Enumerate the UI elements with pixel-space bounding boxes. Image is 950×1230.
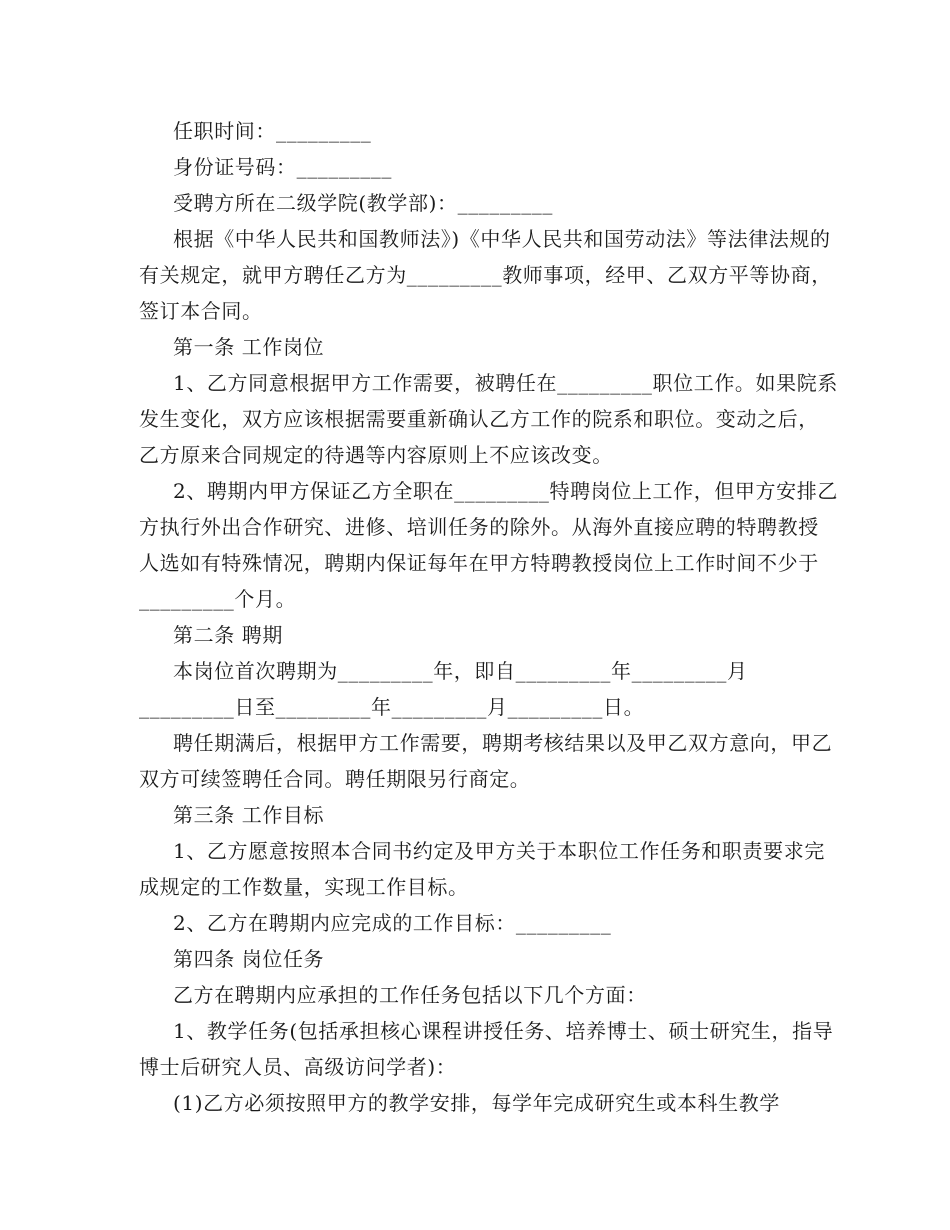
article-1-clause-2: 2、聘期内甲方保证乙方全职在_________特聘岗位上工作，但甲方安排乙方执行外出合作研究、进修、培训任务的除外。从海外直接应聘的特聘教授人选如有特殊情况，聘期内保证每年在甲方特聘教授岗位上工作时间不少于_________个月。: [139, 479, 838, 611]
college-line: 受聘方所在二级学院(教学部)：_________: [173, 191, 554, 215]
id-number-line: 身份证号码：_________: [173, 155, 392, 179]
article-3-clause-2: 2、乙方在聘期内应完成的工作目标：_________: [173, 911, 612, 935]
preamble-paragraph: 根据《中华人民共和国教师法》)《中华人民共和国劳动法》等法律法规的有关规定，就甲方聘任乙方为_________教师事项，经甲、乙双方平等协商，签订本合同。: [139, 227, 832, 323]
term-of-office-line: 任职时间：_________: [173, 119, 372, 143]
article-4-subclause-1: (1)乙方必须按照甲方的教学安排，每学年完成研究生或本科生教学: [173, 1091, 780, 1115]
article-1-clause-1: 1、乙方同意根据甲方工作需要，被聘任在_________职位工作。如果院系发生变化，双方应该根据需要重新确认乙方工作的院系和职位。变动之后，乙方原来合同规定的待遇等内容原则上不应该改变。: [139, 371, 838, 467]
article-3-heading: 第三条 工作目标: [173, 803, 325, 827]
article-2-renewal-paragraph: 聘任期满后，根据甲方工作需要，聘期考核结果以及甲乙双方意向，甲乙双方可续签聘任合同。聘任期限另行商定。: [139, 731, 833, 791]
contract-body: [139, 113, 839, 1121]
article-4-clause-1: 1、教学任务(包括承担核心课程讲授任务、培养博士、硕士研究生，指导博士后研究人员、高级访问学者)：: [139, 1019, 834, 1079]
article-1-heading: 第一条 工作岗位: [173, 335, 325, 359]
article-2-term-paragraph: 本岗位首次聘期为_________年，即自_________年_________月_________日至_________年_________月_________日。: [139, 659, 748, 719]
article-3-clause-1: 1、乙方愿意按照本合同书约定及甲方关于本职位工作任务和职责要求完成规定的工作数量，实现工作目标。: [139, 839, 825, 899]
article-4-heading: 第四条 岗位任务: [173, 947, 325, 971]
article-4-intro: 乙方在聘期内应承担的工作任务包括以下几个方面：: [173, 983, 647, 1007]
article-2-heading: 第二条 聘期: [173, 623, 283, 647]
